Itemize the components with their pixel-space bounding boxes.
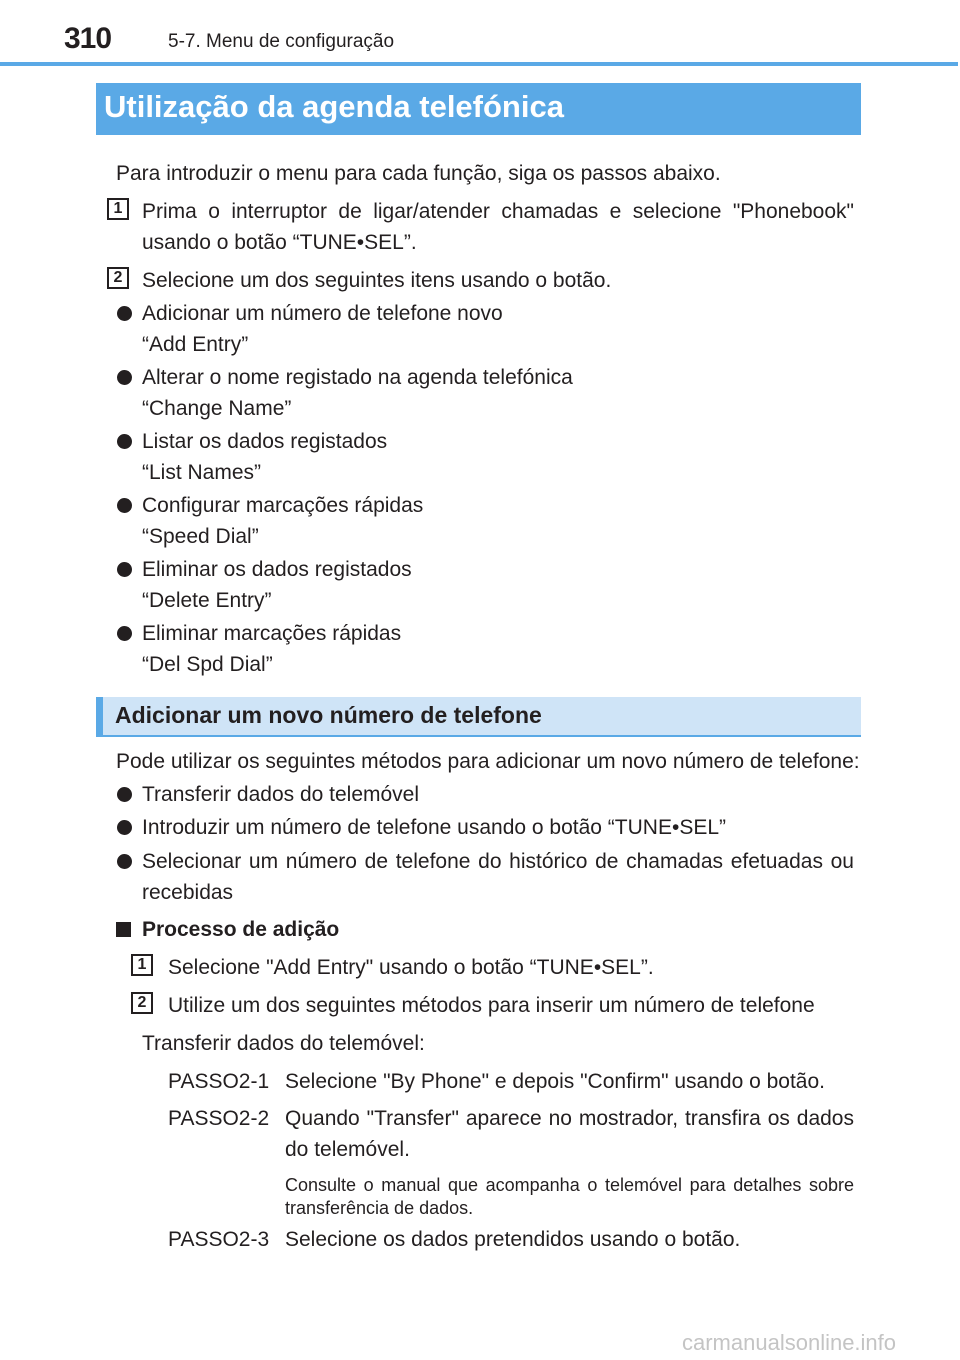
bullet-icon	[117, 854, 132, 869]
menu-item-label: “Speed Dial”	[142, 525, 259, 548]
page-number: 310	[64, 22, 112, 55]
header-divider	[0, 62, 958, 66]
bullet-icon	[117, 562, 132, 577]
menu-item-label: “List Names”	[142, 461, 262, 484]
substep-text: Selecione os dados pretendidos usando o botão.	[285, 1228, 741, 1251]
substep-note-continued: transferência de dados.	[285, 1198, 474, 1218]
menu-item-desc: Eliminar marcações rápidas	[142, 622, 402, 645]
substep-text: Quando "Transfer" aparece no mostrador, transfira os dados	[285, 1107, 854, 1130]
bullet-icon	[117, 820, 132, 835]
step-2-text: Selecione um dos seguintes itens usando o botão.	[142, 269, 612, 292]
bullet-icon	[117, 434, 132, 449]
substep-note: Consulte o manual que acompanha o telemóvel para detalhes sobre	[285, 1175, 854, 1195]
subsection-title-bar	[96, 697, 861, 736]
substep-label: PASSO2-1	[168, 1070, 270, 1093]
menu-item-desc: Eliminar os dados registados	[142, 558, 412, 581]
watermark: carmanualsonline.info	[682, 1330, 897, 1355]
bullet-icon	[117, 787, 132, 802]
square-bullet-icon	[116, 922, 131, 937]
menu-item-label: “Change Name”	[142, 397, 292, 420]
substep-label: PASSO2-3	[168, 1228, 270, 1251]
section-intro: Pode utilizar os seguintes métodos para adicionar um novo número de telefone:	[116, 750, 860, 773]
process-title: Processo de adição	[142, 918, 340, 941]
subsection-underline	[96, 735, 861, 737]
bullet-icon	[117, 370, 132, 385]
bullet-icon	[117, 306, 132, 321]
menu-item-desc: Listar os dados registados	[142, 430, 388, 453]
menu-item-label: “Del Spd Dial”	[142, 653, 273, 676]
step-number-2: 2	[107, 267, 129, 289]
method-item: Transferir dados do telemóvel	[142, 783, 420, 806]
process-step-2-text: Utilize um dos seguintes métodos para inserir um número de telefone	[168, 994, 815, 1017]
process-step-number-2: 2	[131, 992, 153, 1014]
menu-item-desc: Adicionar um número de telefone novo	[142, 302, 503, 325]
substep-label: PASSO2-2	[168, 1107, 270, 1130]
page-title: Utilização da agenda telefónica	[104, 89, 564, 124]
method-item-continued: recebidas	[142, 881, 234, 904]
section-title-bar	[96, 83, 861, 135]
method-item: Introduzir um número de telefone usando o botão “TUNE•SEL”	[142, 816, 727, 839]
menu-item-label: “Delete Entry”	[142, 589, 272, 612]
step-1-line-1: Prima o interruptor de ligar/atender chamadas e selecione "Phonebook"	[142, 200, 854, 223]
page-header	[0, 0, 960, 68]
process-step-number-1: 1	[131, 954, 153, 976]
subsection-title: Adicionar um novo número de telefone	[115, 702, 542, 728]
transfer-label: Transferir dados do telemóvel:	[142, 1032, 425, 1055]
step-1-line-2: usando o botão “TUNE•SEL”.	[142, 231, 417, 254]
menu-item-label: “Add Entry”	[142, 333, 249, 356]
method-item: Selecionar um número de telefone do histórico de chamadas efetuadas ou	[142, 850, 854, 873]
substep-text-continued: do telemóvel.	[285, 1138, 410, 1161]
step-number-1: 1	[107, 198, 129, 220]
intro-text: Para introduzir o menu para cada função, siga os passos abaixo.	[116, 162, 721, 185]
substep-text: Selecione "By Phone" e depois "Confirm" usando o botão.	[285, 1070, 825, 1093]
process-step-1-text: Selecione "Add Entry" usando o botão “TUNE•SEL”.	[168, 956, 654, 979]
menu-item-desc: Alterar o nome registado na agenda telefónica	[142, 366, 573, 389]
bullet-icon	[117, 626, 132, 641]
menu-item-desc: Configurar marcações rápidas	[142, 494, 424, 517]
chapter-title: 5-7. Menu de configuração	[168, 31, 395, 52]
bullet-icon	[117, 498, 132, 513]
